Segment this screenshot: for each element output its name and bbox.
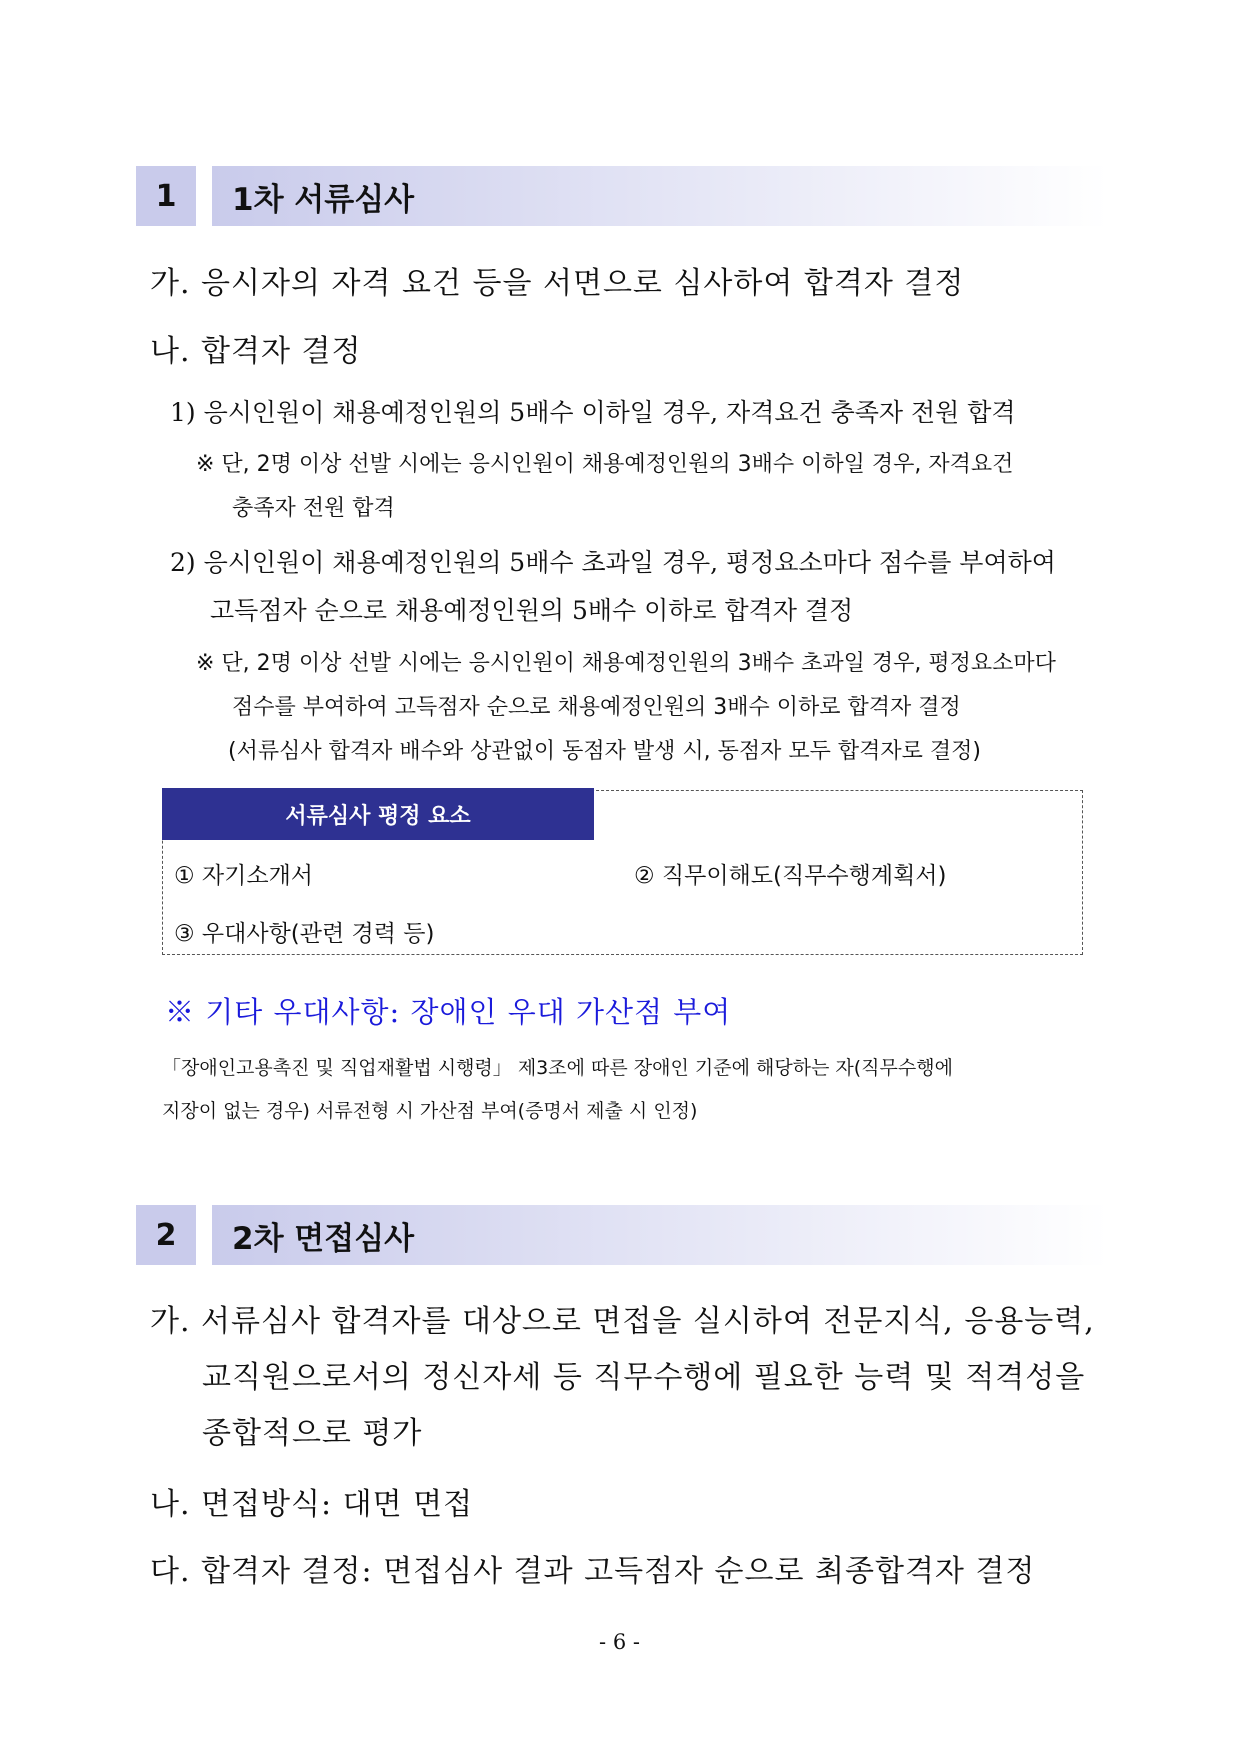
section-1-title: 1차 서류심사 [212,166,1108,226]
section-1-note1-line1: ※ 단, 2명 이상 선발 시에는 응시인원이 채용예정인원의 3배수 이하일 경우, 자격요건 [196,452,1014,477]
section-1-header [136,166,1108,226]
section-2-number: 2 [136,1205,196,1265]
section-1-sub1: 1) 응시인원이 채용예정인원의 5배수 이하일 경우, 자격요건 충족자 전원 합격 [170,398,1016,427]
section-1-number: 1 [136,166,196,226]
section-1-note1-line2: 충족자 전원 합격 [232,496,395,521]
bonus-line-2: 지장이 없는 경우) 서류전형 시 가산점 부여(증명서 제출 시 인정) [162,1100,698,1122]
section-2-title: 2차 면접심사 [212,1205,1108,1265]
section-1-item-ga: 가. 응시자의 자격 요건 등을 서면으로 심사하여 합격자 결정 [150,266,965,301]
section-2-item-na: 나. 면접방식: 대면 면접 [150,1487,474,1522]
bonus-line-1: 「장애인고용촉진 및 직업재활법 시행령」 제3조에 따른 장애인 기준에 해당하는 자(직무수행에 [162,1057,953,1079]
section-2-item-ga-line1: 가. 서류심사 합격자를 대상으로 면접을 실시하여 전문지식, 응용능력, [150,1304,1095,1339]
section-2-item-da: 다. 합격자 결정: 면접심사 결과 고득점자 순으로 최종합격자 결정 [150,1554,1036,1589]
section-2-header [136,1205,1108,1265]
section-1-sub2-line2: 고득점자 순으로 채용예정인원의 5배수 이하로 합격자 결정 [210,596,854,625]
evaluation-item-3: ③ 우대사항(관련 경력 등) [174,921,435,947]
page-number: - 6 - [599,1630,640,1654]
evaluation-factors-header: 서류심사 평정 요소 [162,788,594,840]
section-2-item-ga-line3: 종합적으로 평가 [202,1416,423,1451]
section-2-item-ga-line2: 교직원으로서의 정신자세 등 직무수행에 필요한 능력 및 적격성을 [202,1360,1086,1395]
bonus-title: ※ 기타 우대사항: 장애인 우대 가산점 부여 [165,995,732,1029]
evaluation-item-2: ② 직무이해도(직무수행계획서) [634,863,947,889]
section-1-note2-line3: (서류심사 합격자 배수와 상관없이 동점자 발생 시, 동점자 모두 합격자로 결정) [228,739,981,764]
section-1-note2-line2: 점수를 부여하여 고득점자 순으로 채용예정인원의 3배수 이하로 합격자 결정 [232,695,961,720]
section-1-note2-line1: ※ 단, 2명 이상 선발 시에는 응시인원이 채용예정인원의 3배수 초과일 경우, 평정요소마다 [196,651,1056,676]
section-1-sub2-line1: 2) 응시인원이 채용예정인원의 5배수 초과일 경우, 평정요소마다 점수를 부여하여 [170,548,1056,577]
section-1-item-na: 나. 합격자 결정 [150,334,362,369]
evaluation-item-1: ① 자기소개서 [174,863,314,889]
